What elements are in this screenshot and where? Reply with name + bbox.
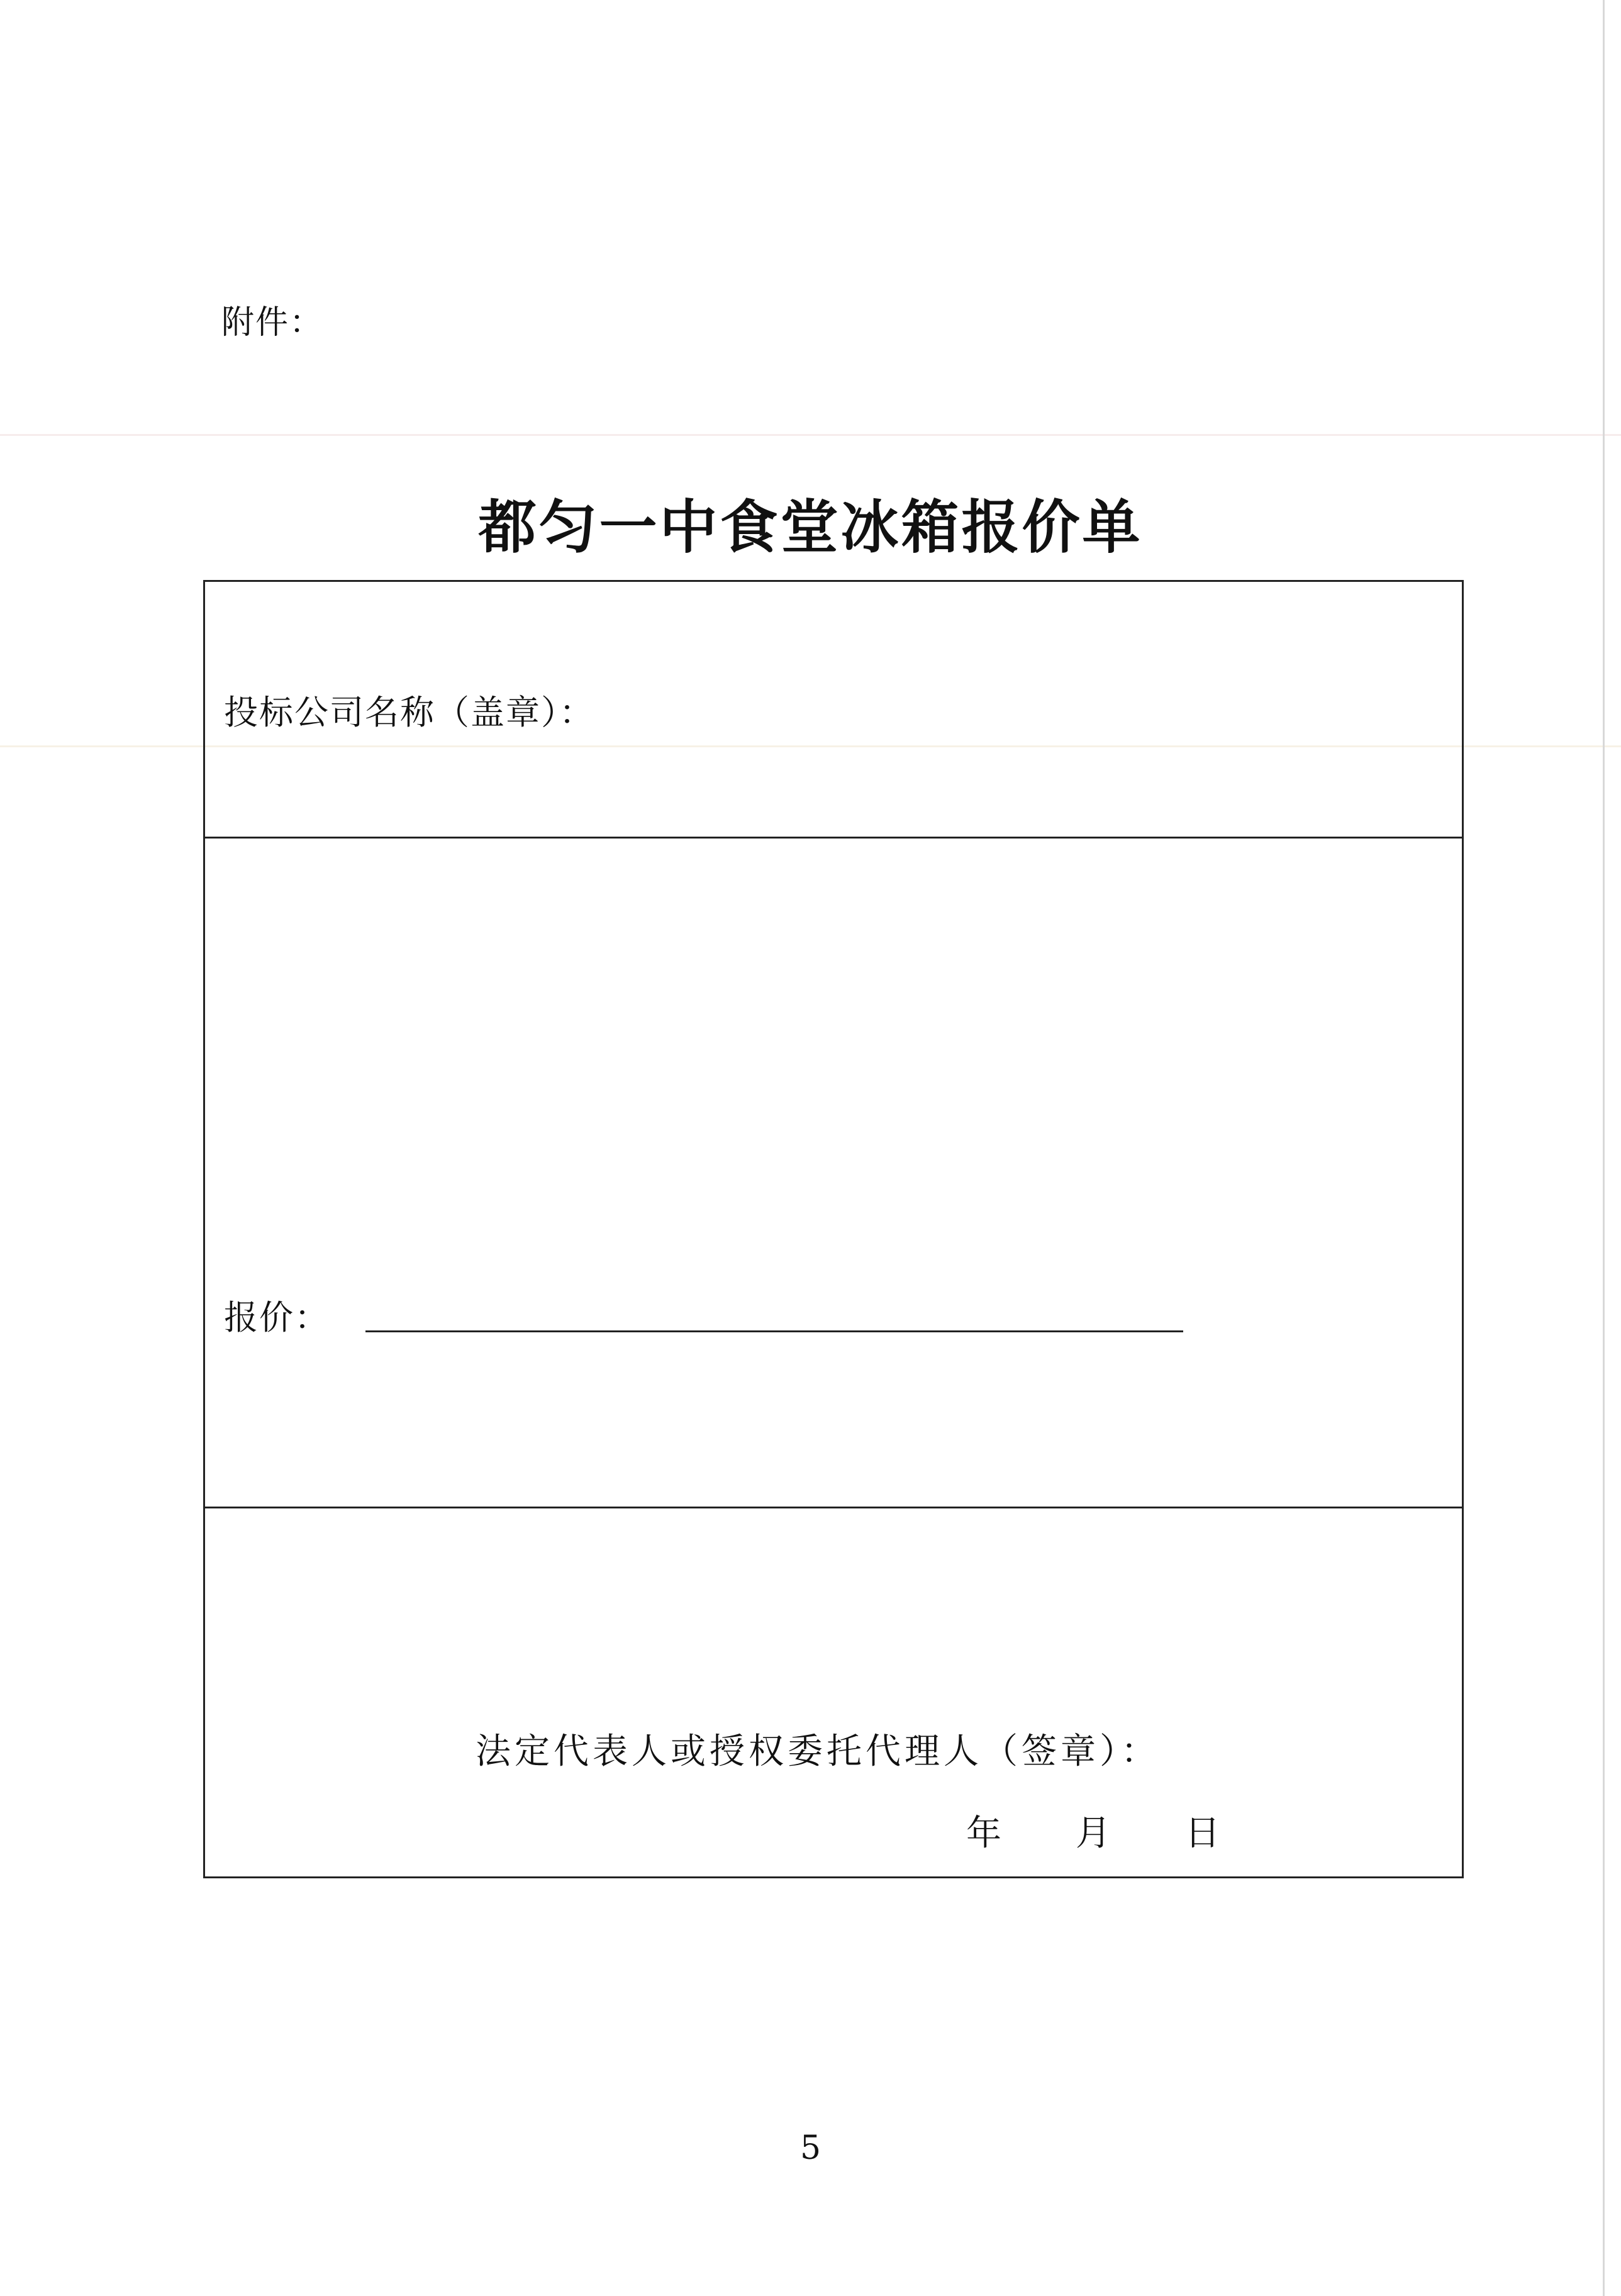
- company-name-label: 投标公司名称（盖章）：: [224, 693, 594, 732]
- row-divider: [205, 1507, 1462, 1508]
- document-title: 都匀一中食堂冰箱报价单: [478, 493, 1143, 561]
- scan-page-edge: [1603, 0, 1605, 2296]
- date-month-label: 月: [1075, 1813, 1111, 1854]
- attachment-label: 附件：: [221, 304, 324, 342]
- signature-date: [966, 1805, 1220, 1856]
- scan-fold-line: [0, 434, 1621, 436]
- price-label: 报价：: [224, 1298, 330, 1337]
- price-blank-line[interactable]: [365, 1330, 1183, 1332]
- date-day-label: 日: [1184, 1813, 1220, 1854]
- signatory-label: 法定代表人或授权委托代理人（签章）：: [476, 1731, 1160, 1772]
- page-number: 5: [799, 2129, 822, 2167]
- quotation-form-table: [203, 580, 1464, 1878]
- row-divider: [205, 837, 1462, 839]
- date-year-label: 年: [966, 1813, 1001, 1854]
